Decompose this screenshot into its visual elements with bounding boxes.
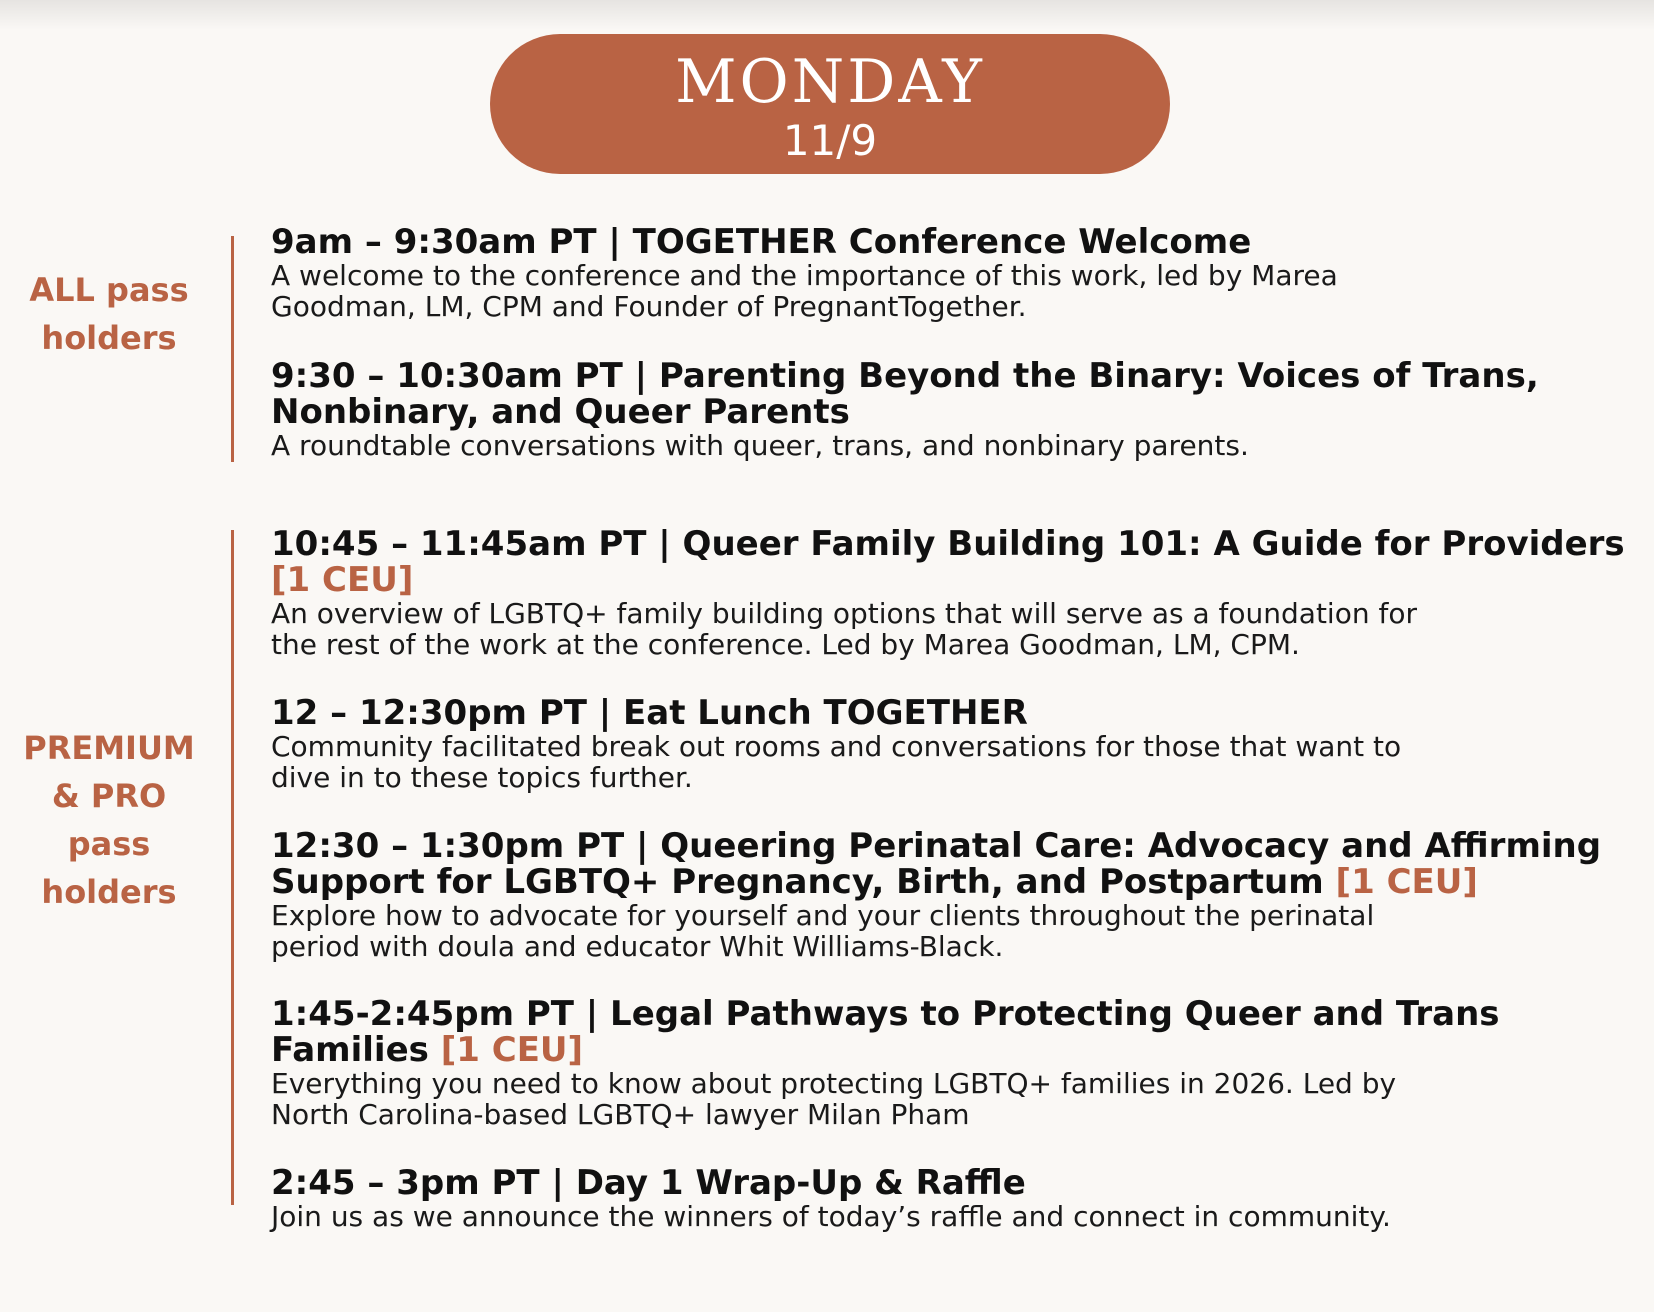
- session-eat-lunch: [271, 695, 1641, 793]
- session-description-line: Join us as we announce the winners of today’s raffle and connect in community.: [271, 1200, 1391, 1233]
- session-title-line: 9am – 9:30am PT | TOGETHER Conference Welcome: [271, 222, 1252, 262]
- session-description-line: period with doula and educator Whit Williams-Black.: [271, 930, 1004, 963]
- session-queering-perinatal-care: [271, 828, 1641, 962]
- session-description: [271, 598, 1641, 660]
- session-description: [271, 260, 1641, 322]
- session-title-line: Nonbinary, and Queer Parents: [271, 392, 850, 432]
- session-description: [271, 430, 1641, 461]
- ceu-badge: [1 CEU]: [440, 1030, 584, 1070]
- pass-label-line: PREMIUM: [23, 729, 195, 767]
- session-description-line: Goodman, LM, CPM and Founder of PregnantTogether.: [271, 290, 1027, 323]
- pass-label-line: holders: [41, 873, 177, 911]
- group-divider-all: [231, 236, 234, 462]
- session-welcome: [271, 224, 1641, 322]
- session-description-line: Everything you need to know about protecting LGBTQ+ families in 2026. Led by: [271, 1067, 1397, 1100]
- pass-label-line: ALL pass: [29, 271, 189, 309]
- session-description-line: Community facilitated break out rooms and conversations for those that want to: [271, 730, 1402, 763]
- day-header-pill: [490, 34, 1170, 174]
- session-legal-pathways: [271, 996, 1641, 1130]
- session-title: [271, 1165, 1641, 1201]
- ceu-badge: [1 CEU]: [271, 560, 414, 600]
- day-name: MONDAY: [675, 47, 985, 117]
- pass-label-line: holders: [41, 319, 177, 357]
- session-title: [271, 224, 1641, 260]
- session-title-line: Support for LGBTQ+ Pregnancy, Birth, and Postpartum: [271, 862, 1336, 902]
- session-title-line: 12 – 12:30pm PT | Eat Lunch TOGETHER: [271, 693, 1028, 733]
- session-title: [271, 526, 1641, 598]
- session-description: [271, 900, 1641, 962]
- pass-label-line: pass: [67, 825, 151, 863]
- session-title: [271, 695, 1641, 731]
- session-description-line: Explore how to advocate for yourself and your clients throughout the perinatal: [271, 899, 1375, 932]
- session-parenting-beyond-binary: [271, 358, 1641, 461]
- pass-label-premium-pro: [0, 724, 218, 916]
- session-title-line: 10:45 – 11:45am PT | Queer Family Building 101: A Guide for Providers: [271, 524, 1625, 564]
- session-description-line: A roundtable conversations with queer, trans, and nonbinary parents.: [271, 429, 1249, 462]
- session-title: [271, 996, 1641, 1068]
- ceu-badge: [1 CEU]: [1335, 862, 1478, 902]
- pass-label-line: & PRO: [51, 777, 167, 815]
- session-description: [271, 1068, 1641, 1130]
- pass-label-all: [0, 266, 218, 362]
- session-description-line: dive in to these topics further.: [271, 761, 693, 794]
- session-title-line: 9:30 – 10:30am PT | Parenting Beyond the Binary: Voices of Trans,: [271, 356, 1539, 396]
- session-queer-family-building: [271, 526, 1641, 660]
- group-divider-premium-pro: [231, 530, 234, 1205]
- session-description: [271, 731, 1641, 793]
- session-description-line: the rest of the work at the conference. Led by Marea Goodman, LM, CPM.: [271, 628, 1300, 661]
- session-description: [271, 1201, 1641, 1232]
- session-title-line: 2:45 – 3pm PT | Day 1 Wrap-Up & Raffle: [271, 1163, 1026, 1203]
- session-title-line: 12:30 – 1:30pm PT | Queering Perinatal Care: Advocacy and Affirming: [271, 826, 1602, 866]
- session-description-line: A welcome to the conference and the importance of this work, led by Marea: [271, 259, 1338, 292]
- session-description-line: An overview of LGBTQ+ family building options that will serve as a foundation for: [271, 597, 1417, 630]
- day-date: 11/9: [782, 116, 878, 165]
- session-description-line: North Carolina-based LGBTQ+ lawyer Milan Pham: [271, 1098, 970, 1131]
- session-title: [271, 828, 1641, 900]
- session-title-line: 1:45-2:45pm PT | Legal Pathways to Protecting Queer and Trans: [271, 994, 1500, 1034]
- session-title: [271, 358, 1641, 430]
- top-shadow: [0, 0, 1654, 30]
- session-title-line: Families: [271, 1030, 441, 1070]
- session-wrap-up-raffle: [271, 1165, 1641, 1232]
